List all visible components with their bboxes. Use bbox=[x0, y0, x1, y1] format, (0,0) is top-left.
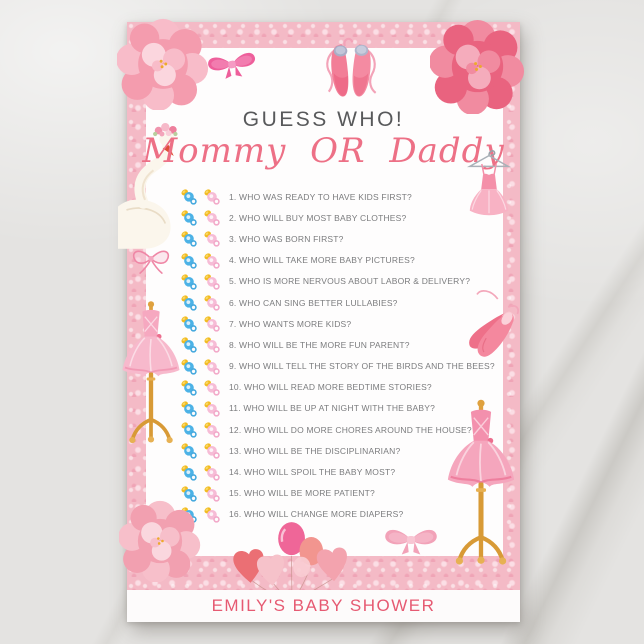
question-row bbox=[179, 271, 509, 292]
game-card bbox=[127, 22, 520, 622]
peony-flower-bottom-left bbox=[119, 500, 201, 582]
pink-pacifier-icon bbox=[202, 505, 221, 524]
pink-pacifier-icon bbox=[202, 484, 221, 503]
question-row bbox=[179, 228, 509, 249]
question-label: 9. WHO WILL TELL THE STORY OF THE BIRDS AND THE BEES? bbox=[229, 361, 495, 372]
question-label: 11. WHO WILL BE UP AT NIGHT WITH THE BABY? bbox=[229, 403, 435, 414]
question-label: 7. WHO WANTS MORE KIDS? bbox=[229, 318, 352, 329]
card-subtitle: Mommy OR Daddy bbox=[142, 131, 505, 171]
blue-pacifier-icon bbox=[179, 272, 198, 291]
question-label: 15. WHO WILL BE MORE PATIENT? bbox=[229, 488, 375, 499]
ribbon-bow-left-icon bbox=[129, 244, 173, 276]
pink-pacifier-icon bbox=[202, 251, 221, 270]
pink-pacifier-icon bbox=[202, 335, 221, 354]
question-label: 3. WHO WAS BORN FIRST? bbox=[229, 233, 344, 244]
question-label: 12. WHO WILL DO MORE CHORES AROUND THE HOUSE? bbox=[229, 424, 472, 435]
pink-pacifier-icon bbox=[202, 357, 221, 376]
peony-flower-top-left bbox=[117, 18, 209, 110]
question-label: 1. WHO WAS READY TO HAVE KIDS FIRST? bbox=[229, 191, 412, 202]
pink-pacifier-icon bbox=[202, 272, 221, 291]
question-row bbox=[179, 377, 509, 398]
crossed-pointe-shoes-illustration bbox=[463, 284, 521, 359]
footer-text: EMILY'S BABY SHOWER bbox=[211, 596, 436, 615]
blue-pacifier-icon bbox=[179, 208, 198, 227]
blue-pacifier-icon bbox=[179, 251, 198, 270]
pink-pacifier-icon bbox=[202, 463, 221, 482]
card-title: GUESS WHO! bbox=[242, 108, 405, 131]
question-label: 13. WHO WILL BE THE DISCIPLINARIAN? bbox=[229, 445, 401, 456]
question-row bbox=[179, 356, 509, 377]
blue-pacifier-icon bbox=[179, 229, 198, 248]
question-row bbox=[179, 313, 509, 334]
question-row bbox=[179, 292, 509, 313]
tutu-dress-on-stand-right-illustration bbox=[445, 396, 517, 569]
pink-pacifier-icon bbox=[202, 187, 221, 206]
question-label: 8. WHO WILL BE THE MORE FUN PARENT? bbox=[229, 339, 410, 350]
tutu-dress-on-hanger-illustration bbox=[459, 146, 519, 224]
ballet-pointe-shoes-top-illustration bbox=[320, 30, 382, 104]
blue-pacifier-icon bbox=[179, 463, 198, 482]
pink-pacifier-icon bbox=[202, 314, 221, 333]
pink-pacifier-icon bbox=[202, 399, 221, 418]
blue-pacifier-icon bbox=[179, 187, 198, 206]
pink-pacifier-icon bbox=[202, 378, 221, 397]
question-label: 5. WHO IS MORE NERVOUS ABOUT LABOR & DELIVERY? bbox=[229, 276, 471, 287]
question-label: 14. WHO WILL SPOIL THE BABY MOST? bbox=[229, 467, 396, 478]
question-label: 10. WHO WILL READ MORE BEDTIME STORIES? bbox=[229, 382, 432, 393]
pink-pacifier-icon bbox=[202, 208, 221, 227]
question-label: 2. WHO WILL BUY MOST BABY CLOTHES? bbox=[229, 212, 407, 223]
tutu-dress-on-stand-left-illustration bbox=[120, 298, 182, 447]
question-label: 4. WHO WILL TAKE MORE BABY PICTURES? bbox=[229, 255, 415, 266]
question-label: 16. WHO WILL CHANGE MORE DIAPERS? bbox=[229, 509, 404, 520]
footer-band bbox=[127, 590, 520, 622]
pink-pacifier-icon bbox=[202, 441, 221, 460]
question-row bbox=[179, 334, 509, 355]
pink-bow-bottom-icon bbox=[382, 522, 440, 558]
peony-flower-top-right bbox=[430, 19, 525, 114]
question-row bbox=[179, 250, 509, 271]
pink-pacifier-icon bbox=[202, 229, 221, 248]
question-label: 6. WHO CAN SING BETTER LULLABIES? bbox=[229, 297, 398, 308]
pink-pacifier-icon bbox=[202, 293, 221, 312]
pink-pacifier-icon bbox=[202, 420, 221, 439]
